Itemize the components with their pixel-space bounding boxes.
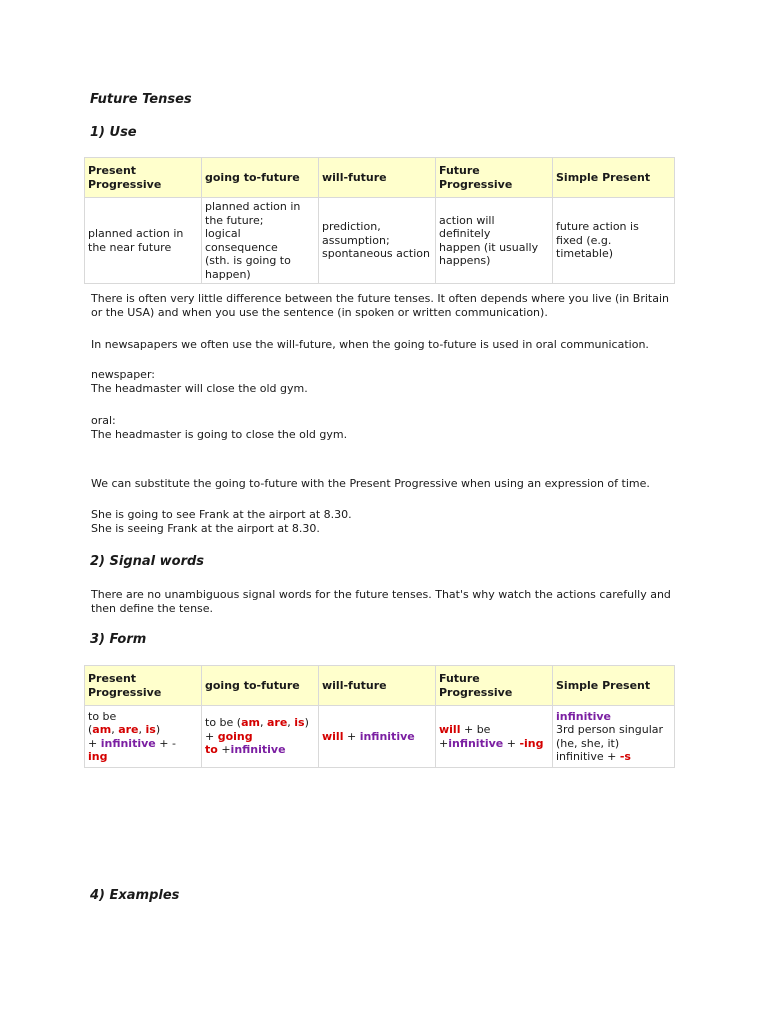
use-cell-going-to-future (202, 198, 319, 284)
oral-label: oral: (91, 414, 116, 427)
section-heading-use: 1) Use (90, 125, 137, 140)
use-cell-text: planned action in the near future (88, 227, 184, 254)
form-infinitive: infinitive (230, 743, 286, 757)
form-is: is (294, 716, 305, 730)
example-going-to: She is going to see Frank at the airport at 8.30. (91, 508, 352, 521)
form-will: will (439, 723, 461, 736)
use-table-row (85, 198, 675, 284)
form-text: infinitive + (556, 750, 620, 763)
section-heading-examples: 4) Examples (90, 888, 180, 903)
form-am: am (241, 716, 260, 730)
form-text: + (439, 736, 449, 750)
form-text: + (503, 736, 520, 750)
form-to: to (205, 743, 218, 757)
form-text: (he, she, it) (556, 736, 620, 750)
use-cell-line: prediction, (322, 220, 381, 234)
form-cell-simple-present (553, 706, 675, 768)
use-cell-line: planned action in (205, 200, 301, 213)
header-future-progressive: Future Progressive (436, 158, 553, 198)
header-will-future: will-future (319, 158, 436, 198)
use-cell-present-progressive (85, 198, 202, 284)
oral-example-block (91, 414, 691, 442)
use-cell-simple-present (553, 198, 675, 284)
form-table-row (85, 706, 675, 768)
form-header-simple-present: Simple Present (553, 666, 675, 706)
form-cell-future-progressive (436, 706, 553, 768)
use-cell-line: happen (it usually (439, 240, 539, 254)
form-table-header-row (85, 666, 675, 706)
newspaper-example: The headmaster will close the old gym. (91, 382, 308, 395)
section-heading-signal-words: 2) Signal words (90, 554, 205, 569)
form-text: + be (460, 723, 491, 736)
form-cell-present-progressive (85, 706, 202, 768)
form-text: ( (88, 723, 93, 736)
form-table (84, 665, 675, 768)
form-text: ) (155, 723, 161, 736)
form-text: + (343, 729, 360, 743)
form-is: is (145, 723, 156, 736)
form-text: + (217, 743, 231, 757)
example-present-progressive: She is seeing Frank at the airport at 8.30. (91, 522, 320, 535)
form-text: ) (304, 716, 309, 730)
form-are: are (118, 723, 139, 736)
use-cell-line: happen) (205, 267, 251, 281)
oral-example: The headmaster is going to close the old gym. (91, 428, 348, 441)
newspaper-label: newspaper: (91, 368, 155, 381)
use-cell-line: the future; (205, 213, 264, 227)
use-cell-line: future action is (556, 220, 639, 234)
use-cell-line: assumption; (322, 233, 390, 247)
form-header-going-to-future: going to-future (202, 666, 319, 706)
form-s: -s (619, 750, 631, 763)
use-cell-will-future (319, 198, 436, 284)
form-cell-will-future (319, 706, 436, 768)
paragraph-signal-words: There are no unambiguous signal words for the future tenses. That's why watch the actions carefully and then define the tense. (91, 588, 671, 615)
use-cell-line: fixed (e.g. (556, 233, 612, 247)
section-heading-form: 3) Form (90, 632, 147, 647)
header-present-progressive: Present Progressive (85, 158, 202, 198)
form-text: , (287, 716, 295, 730)
paragraph-newspapers: In newsapapers we often use the will-future, when the going to-future is used in oral communication. (91, 338, 649, 351)
form-text: + (88, 736, 101, 750)
form-header-will-future: will-future (319, 666, 436, 706)
form-text: , (259, 716, 267, 730)
use-cell-line: (sth. is going to (205, 254, 291, 267)
use-cell-line: happens) (439, 254, 491, 267)
use-cell-line: timetable) (556, 247, 614, 261)
paragraph-difference: There is often very little difference between the future tenses. It often depends where you live (in Britain or the USA) and when you use the sentence (in spoken or written communication). (91, 292, 669, 319)
substitute-examples (91, 508, 691, 536)
form-ing: -ing (519, 736, 544, 750)
form-text: , (138, 723, 146, 736)
form-cell-going-to-future (202, 706, 319, 768)
form-text: to be ( (205, 716, 242, 730)
use-cell-line: logical consequence (205, 227, 278, 254)
paragraph-substitute: We can substitute the going to-future with the Present Progressive when using an expression of time. (91, 477, 650, 490)
form-text: , (111, 723, 119, 736)
use-table-header-row (85, 158, 675, 198)
form-ing: ing (88, 750, 108, 763)
document-title: Future Tenses (90, 92, 192, 107)
form-text: + (205, 729, 218, 743)
form-header-future-progressive: Future Progressive (436, 666, 553, 706)
use-cell-future-progressive (436, 198, 553, 284)
form-header-present-progressive: Present Progressive (85, 666, 202, 706)
form-infinitive: infinitive (100, 736, 156, 750)
form-will: will (322, 729, 344, 743)
form-going: going (217, 729, 253, 743)
use-cell-line: spontaneous action (322, 247, 430, 261)
header-simple-present: Simple Present (553, 158, 675, 198)
form-text: 3rd person singular (556, 723, 664, 736)
form-am: am (92, 723, 112, 736)
form-infinitive: infinitive (448, 736, 504, 750)
newspaper-example-block (91, 368, 691, 396)
header-going-to-future: going to-future (202, 158, 319, 198)
use-table (84, 157, 675, 284)
form-text: + - (155, 736, 176, 750)
form-infinitive: infinitive (359, 729, 415, 743)
form-are: are (266, 716, 288, 730)
form-text: to be (88, 709, 117, 723)
use-cell-line: action will definitely (439, 213, 495, 240)
form-infinitive: infinitive (556, 709, 612, 723)
